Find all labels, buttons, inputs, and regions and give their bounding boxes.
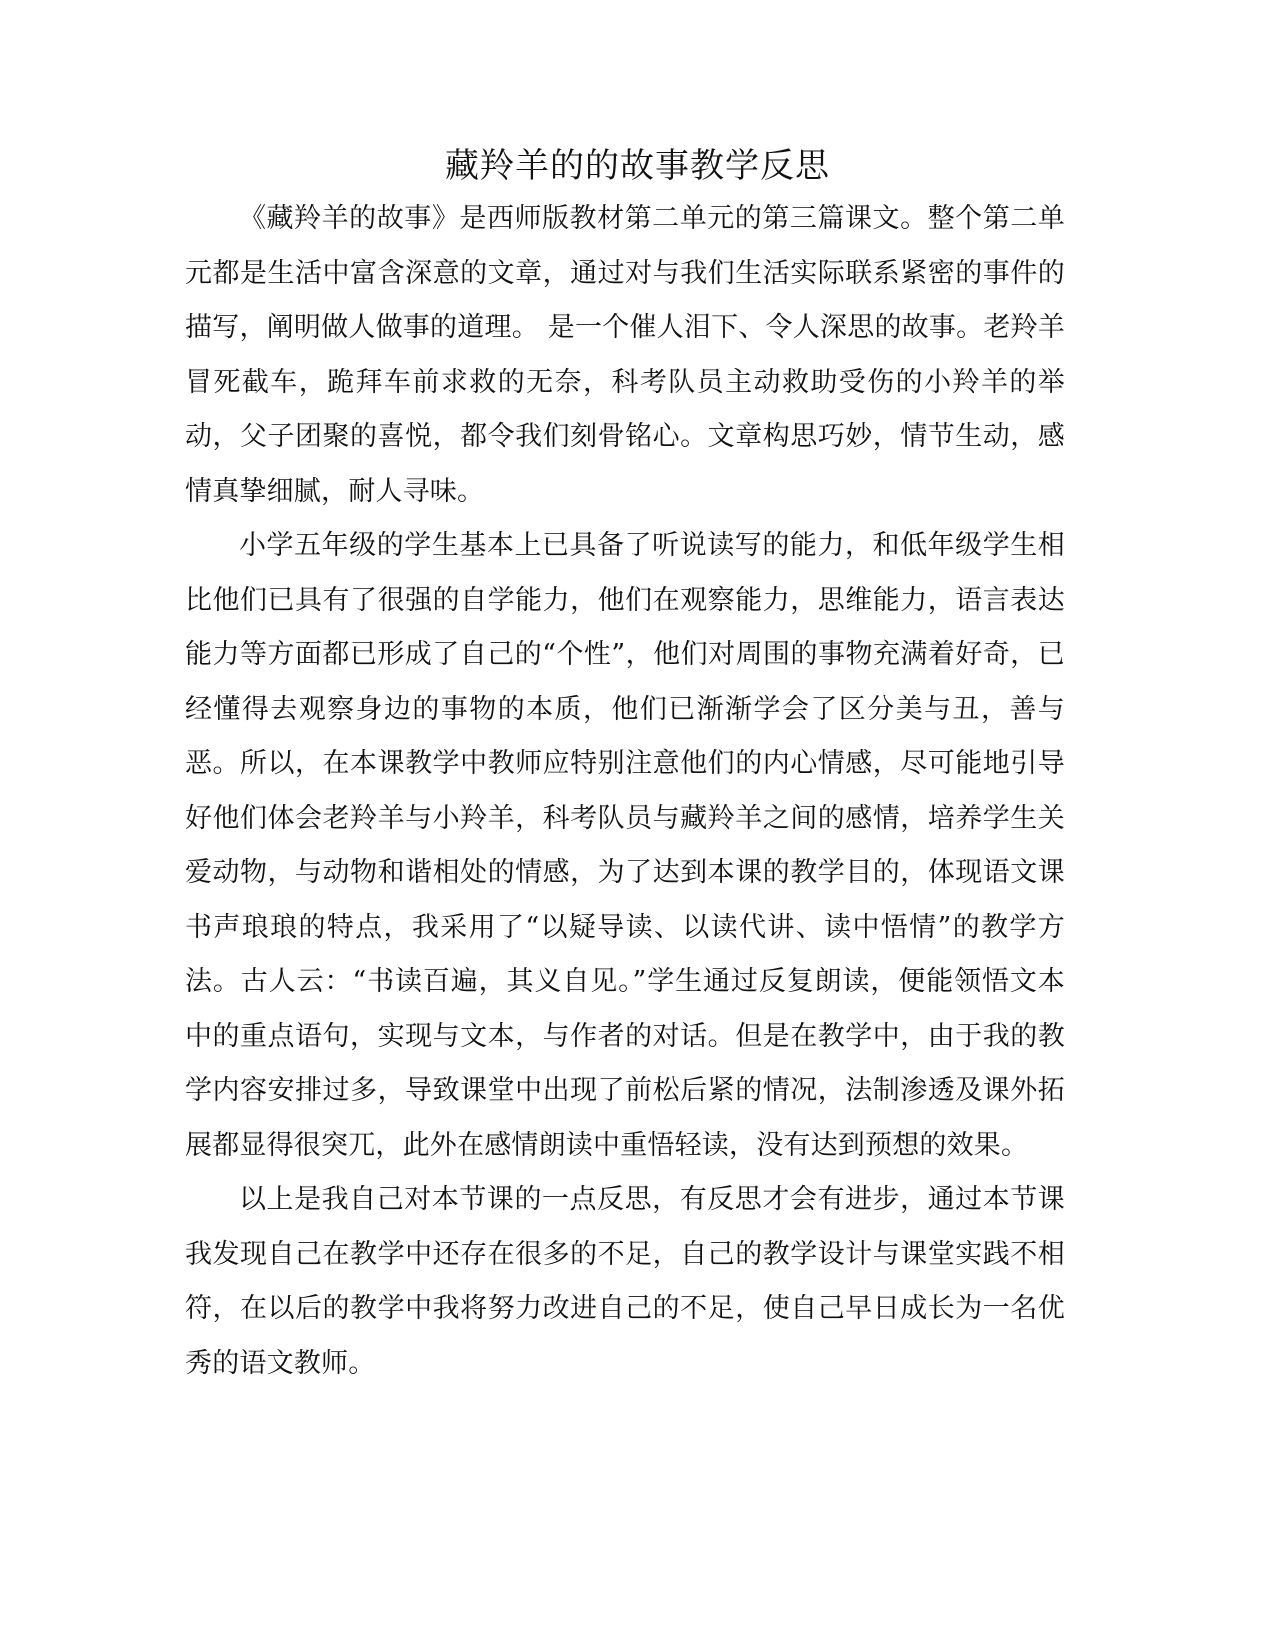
paragraph-conclusion: 以上是我自己对本节课的一点反思，有反思才会有进步，通过本节课我发现自己在教学中还存在很多的不足，自己的教学设计与课堂实践不相符，在以后的教学中我将努力改进自己的不足，使自己早日成长为一名优秀的语文教师。	[185, 1184, 1065, 1379]
document-title: 藏羚羊的的故事教学反思	[445, 146, 830, 186]
paragraph-intro: 《藏羚羊的故事》是西师版教材第二单元的第三篇课文。整个第二单元都是生活中富含深意的文章，通过对与我们生活实际联系紧密的事件的描写，阐明做人做事的道理。 是一个催人泪下、令人深思的故事。老羚羊冒死截车，跪拜车前求救的无奈，科考队员主动救助受伤的小羚羊的举动，父子团聚的喜悦，都令我们刻骨铭心。文章构思巧妙，情节生动，感情真挚细腻，耐人寻味。	[185, 203, 1065, 507]
paragraph-analysis: 小学五年级的学生基本上已具备了听说读写的能力，和低年级学生相比他们已具有了很强的自学能力，他们在观察能力，思维能力，语言表达能力等方面都已形成了自己的“个性”，他们对周围的事物充满着好奇，已经懂得去观察身边的事物的本质，他们已渐渐学会了区分美与丑，善与恶。所以，在本课教学中教师应特别注意他们的内心情感，尽可能地引导好他们体会老羚羊与小羚羊，科考队员与藏羚羊之间的感情，培养学生关爱动物，与动物和谐相处的情感，为了达到本课的教学目的，体现语文课书声琅琅的特点，我采用了“以疑导读、以读代讲、读中悟情”的教学方法。古人云：“书读百遍，其义自见。”学生通过反复朗读，便能领悟文本中的重点语句，实现与文本，与作者的对话。但是在教学中，由于我的教学内容安排过多，导致课堂中出现了前松后紧的情况，法制渗透及课外拓展都显得很突兀，此外在感情朗读中重悟轻读，没有达到预想的效果。	[185, 530, 1065, 1161]
document-body	[185, 192, 1065, 1391]
